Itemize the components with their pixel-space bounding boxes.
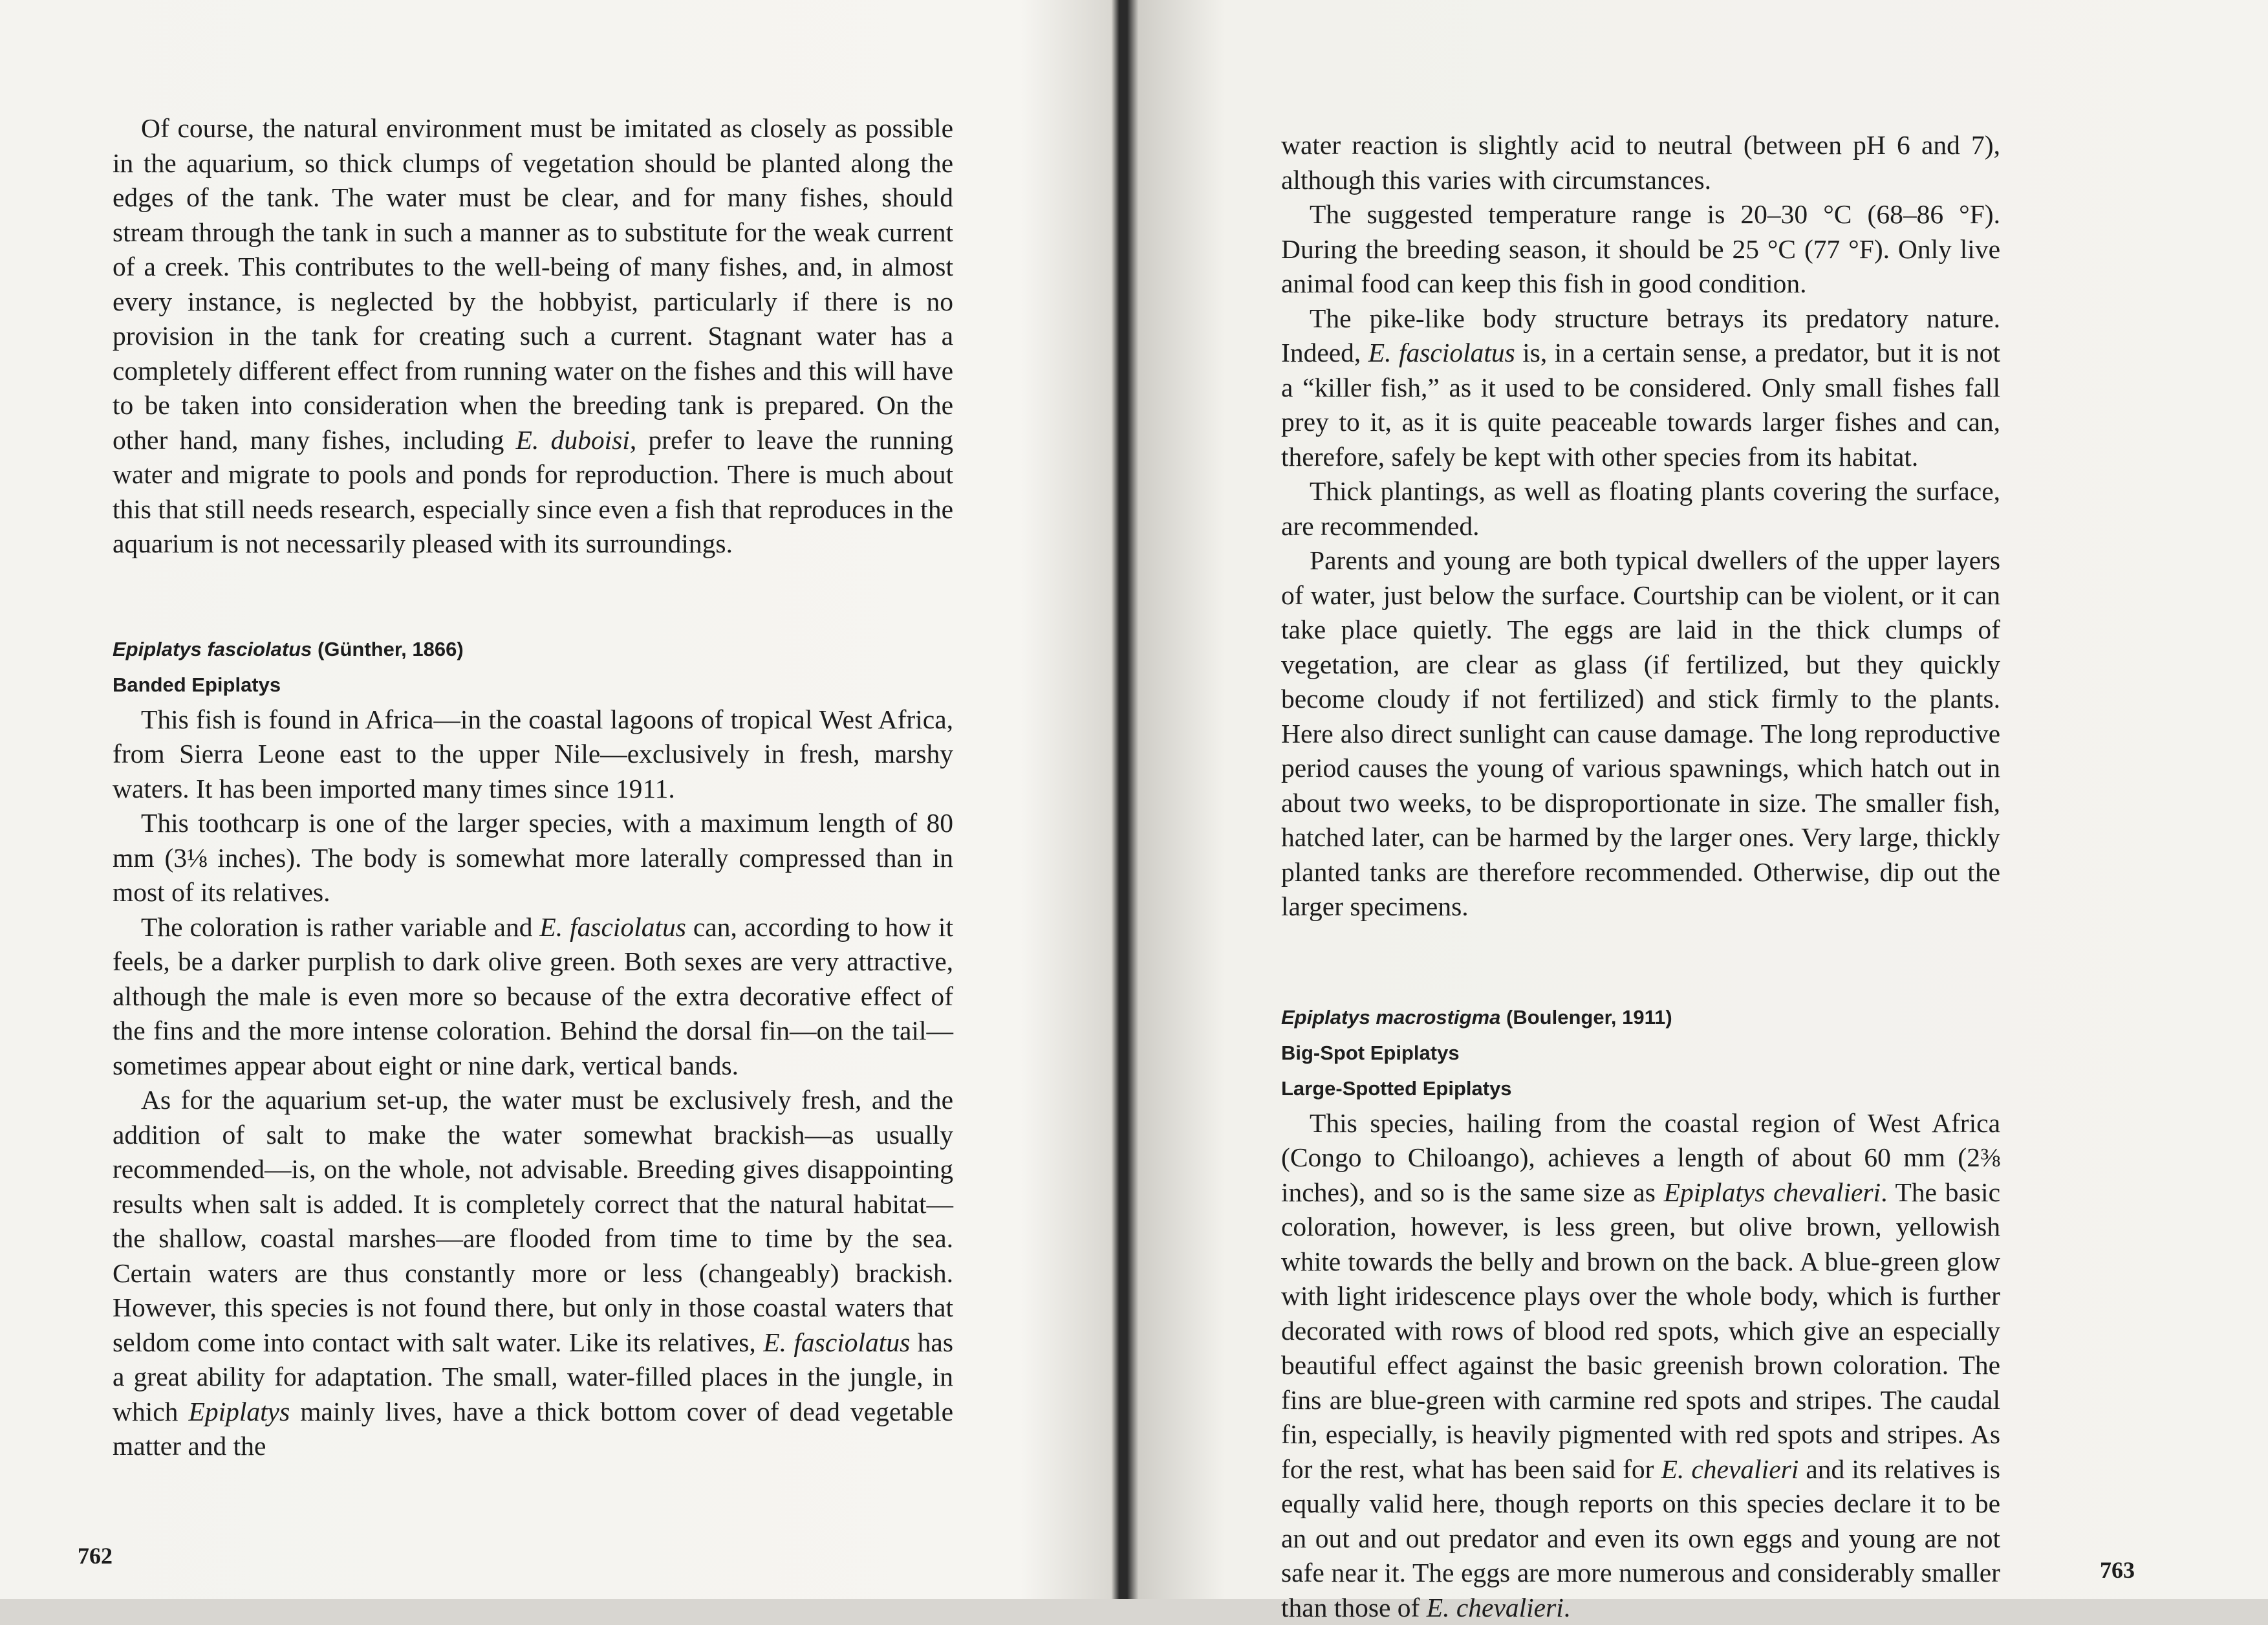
paragraph (113, 111, 953, 562)
page-number: 763 (2100, 1556, 2135, 1584)
text-run: can, according to how it feels, be a darker purplish to dark olive green. Both sexes are very attractive, although the male is even more so because of the extra decorative effect of the fins and the more intense coloration. Behind the dorsal fin—on the tail—sometimes appear about eight or nine dark, vertical bands. (113, 912, 953, 1080)
text-run: . The basic coloration, however, is less green, but olive brown, yellowish white towards the belly and brown on the back. A blue-green glow with light iridescence plays over the whole body, which is further decorated with rows of blood red spots, which give an especially beautiful effect against the basic greenish brown coloration. The fins are blue-green with carmine red spots and stripes. The caudal fin, especially, is heavily pigmented with red spots and stripes. As for the rest, what has been said for (1281, 1177, 2000, 1484)
text-run: This species, hailing from the coastal region of West Africa (Congo to Chiloango), achieves a length of about 60 mm (2⅜ inches), and so is the same size as (1281, 1108, 2000, 1207)
text-run: , prefer to leave the running water and migrate to pools and ponds for reproduction. There is much about this that still needs research, especially since even a fish that reproduces in the aquarium is not necessarily pleased with its surroundings. (113, 425, 953, 559)
text-run: Parents and young are both typical dwellers of the upper layers of water, just below the surface. Courtship can be violent, or it can take place quietly. The eggs are laid in the thick clumps of vegetation, are clear as glass (if fertilized, but they quickly become cloudy if not fertilized) and stick firmly to the plants. Here also direct sunlight can cause damage. The long reproductive period causes the young of various spawnings, which hatch out in about two weeks, to be disproportionate in size. The smaller fish, hatched later, can be harmed by the larger ones. Very large, thickly planted tanks are therefore recommended. Otherwise, dip out the larger specimens. (1281, 545, 2000, 921)
species-entry-macrostigma (1281, 999, 2000, 1625)
scientific-name: Epiplatys macrostigma (1281, 1006, 1500, 1029)
text-run: Thick plantings, as well as floating plants covering the surface, are recommended. (1281, 476, 2000, 541)
text-run: This toothcarp is one of the larger species, with a maximum length of 80 mm (3⅛ inches). The body is somewhat more laterally compressed than in most of its relatives. (113, 808, 953, 907)
paragraph (1281, 197, 2000, 301)
text-run: mainly lives, have a thick bottom cover of dead vegetable matter and the (113, 1397, 953, 1461)
intro-paragraphs (113, 111, 953, 562)
paragraph (1281, 301, 2000, 475)
paragraph (113, 703, 953, 807)
species-heading (1281, 999, 2000, 1035)
text-run: . (1564, 1593, 1570, 1622)
text-run: is, in a certain sense, a predator, but it is not a “killer fish,” as it used to be considered. Only small fishes fall prey to it, as it is quite peaceable towards larger fishes and can, therefore, safely be kept with other species from its habitat. (1281, 338, 2000, 472)
page-number: 762 (78, 1542, 113, 1569)
common-name: Large-Spotted Epiplatys (1281, 1071, 2000, 1106)
text-run: The suggested temperature range is 20–30 °C (68–86 °F). During the breeding season, it should be 25 °C (77 °F). Only live animal food can keep this fish in good condition. (1281, 199, 2000, 298)
text-run: This fish is found in Africa—in the coastal lagoons of tropical West Africa, from Sierra Leone east to the upper Nile—exclusively in fresh, marshy waters. It has been imported many times since 1911. (113, 704, 953, 803)
italic-term: Epiplatys (188, 1397, 290, 1426)
left-text-column (113, 111, 953, 1464)
paragraph (1281, 474, 2000, 543)
species-paragraphs (113, 703, 953, 1464)
italic-term: E. chevalieri (1427, 1593, 1564, 1622)
species-entry-fasciolatus (113, 631, 953, 1464)
paragraph (1281, 543, 2000, 924)
text-run: and its relatives is equally valid here, though reports on this species declare it to be an out and out predator and even its own eggs and young are not safe near it. The eggs are more numerous and considerably smaller than those of (1281, 1454, 2000, 1622)
paragraph (1281, 128, 2000, 197)
italic-term: E. fasciolatus (763, 1327, 910, 1357)
right-text-column (1281, 128, 2000, 1625)
italic-term: E. fasciolatus (539, 912, 686, 942)
italic-term: E. fasciolatus (1368, 338, 1515, 367)
italic-term: Epiplatys chevalieri (1664, 1177, 1881, 1207)
paragraph (1281, 1106, 2000, 1625)
common-name: Banded Epiplatys (113, 667, 953, 703)
text-run: The coloration is rather variable and (141, 912, 539, 942)
italic-term: E. duboisi (516, 425, 630, 455)
paragraph (113, 806, 953, 910)
paragraph (113, 910, 953, 1084)
scientific-name: Epiplatys fasciolatus (113, 638, 312, 660)
text-run: water reaction is slightly acid to neutral (between pH 6 and 7), although this varies with circumstances. (1281, 130, 2000, 195)
species-paragraphs (1281, 1106, 2000, 1625)
species-authority: (Boulenger, 1911) (1506, 1006, 1672, 1029)
text-run: has a great ability for adaptation. The small, water-filled places in the jungle, in which (113, 1327, 953, 1426)
species-authority: (Günther, 1866) (318, 638, 464, 660)
continued-paragraphs (1281, 128, 2000, 924)
right-page (1145, 0, 2268, 1599)
text-run: The pike-like body structure betrays its predatory nature. Indeed, (1281, 303, 2000, 368)
text-run: As for the aquarium set-up, the water must be exclusively fresh, and the addition of salt to make the water somewhat brackish—as usually recommended—is, on the whole, not advisable. Breeding gives disappointing results when salt is added. It is completely correct that the natural habitat—the shallow, coastal marshes—are flooded from time to time by the sea. Certain waters are thus constantly more or less (changeably) brackish. However, this species is not found there, but only in those coastal waters that seldom come into contact with salt water. Like its relatives, (113, 1085, 953, 1357)
paragraph (113, 1083, 953, 1464)
common-name: Big-Spot Epiplatys (1281, 1035, 2000, 1071)
italic-term: E. chevalieri (1661, 1454, 1799, 1484)
species-heading (113, 631, 953, 667)
text-run: Of course, the natural environment must be imitated as closely as possible in the aquarium, so thick clumps of vegetation should be planted along the edges of the tank. The water must be clear, and for many fishes, should stream through the tank in such a manner as to substitute for the weak current of a creek. This contributes to the well-being of many fishes, and, in almost every instance, is neglected by the hobbyist, particularly if there is no provision in the tank for creating such a current. Stagnant water has a completely different effect from running water on the fishes and this will have to be taken into consideration when the breeding tank is prepared. On the other hand, many fishes, including (113, 113, 953, 455)
left-page (0, 0, 1112, 1599)
